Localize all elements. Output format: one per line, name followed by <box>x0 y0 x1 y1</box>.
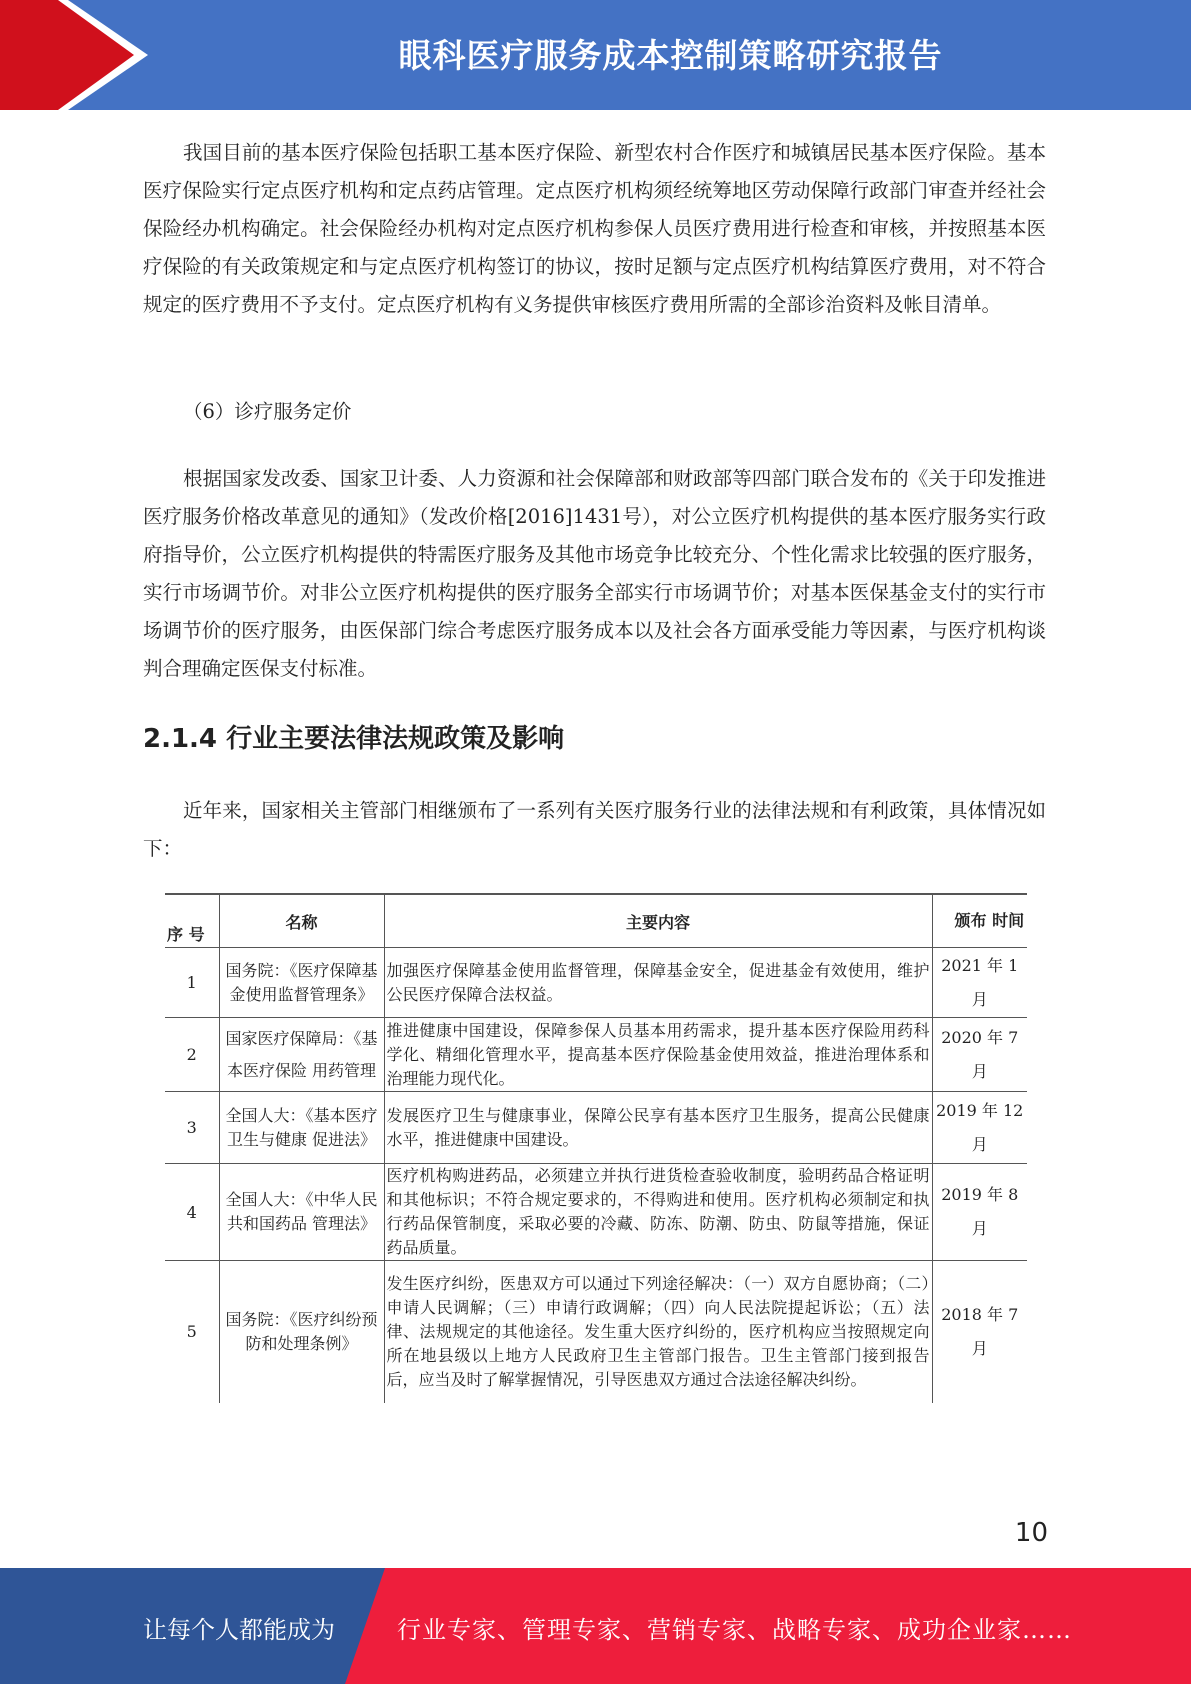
row-name: 国务院：《医疗保障基金使用监督管理条》 <box>219 948 384 1018</box>
table-header-row <box>165 894 1027 948</box>
header-date: 颁布 时间 <box>932 894 1027 948</box>
paragraph-intro: 近年来，国家相关主管部门相继颁布了一系列有关医疗服务行业的法律法规和有利政策，具体情况如下： <box>143 799 1046 860</box>
row-date: 2021 年 1 月 <box>932 948 1027 1018</box>
row-content: 发生医疗纠纷，医患双方可以通过下列途径解决：（一）双方自愿协商；（二）申请人民调解；（三）申请行政调解；（四）向人民法院提起诉讼；（五）法律、法规规定的其他途径。发生重大医疗纠纷的，医疗机构应当按照规定向所在地县级以上地方人民政府卫生主管部门报告。卫生主管部门接到报告后，应当及时了解掌握情况，引导医患双方通过合法途径解决纠纷。 <box>384 1261 932 1403</box>
row-name: 国务院：《医疗纠纷预防和处理条例》 <box>219 1261 384 1403</box>
footer-slogan-left: 让每个人都能成为 <box>143 1616 335 1644</box>
row-name-cell <box>219 1018 384 1092</box>
table-row <box>165 1261 1027 1403</box>
row-name: 全国人大：《基本医疗卫生与健康 促进法》 <box>219 1092 384 1164</box>
page-header <box>0 0 1191 110</box>
header-num: 序 号 <box>165 894 219 948</box>
table-row <box>165 1018 1027 1092</box>
table-row <box>165 1092 1027 1164</box>
row-content: 发展医疗卫生与健康事业，保障公民享有基本医疗卫生服务，提高公民健康水平，推进健康中国建设。 <box>384 1092 932 1164</box>
row-content: 加强医疗保障基金使用监督管理，保障基金安全，促进基金有效使用，维护公民医疗保障合法权益。 <box>384 948 932 1018</box>
row-name: 国家医疗保障局：《基本医疗保险 用药管理 <box>225 1028 378 1080</box>
row-num: 3 <box>165 1092 219 1164</box>
regulations-table <box>165 893 1027 1403</box>
row-content: 推进健康中国建设，保障参保人员基本用药需求，提升基本医疗保险用药科学化、精细化管理水平，提高基本医疗保险基金使用效益，推进治理体系和治理能力现代化。 <box>384 1018 932 1092</box>
row-date: 2019 年 8 月 <box>932 1164 1027 1261</box>
table-row <box>165 948 1027 1018</box>
header-content: 主要内容 <box>384 894 932 948</box>
row-date: 2020 年 7 月 <box>932 1018 1027 1092</box>
subheading-pricing: （6）诊疗服务定价 <box>183 400 352 423</box>
page-footer <box>0 1568 1191 1684</box>
table-row <box>165 1164 1027 1261</box>
row-date: 2019 年 12 月 <box>932 1092 1027 1164</box>
row-num: 1 <box>165 948 219 1018</box>
row-num: 4 <box>165 1164 219 1261</box>
paragraph-insurance: 我国目前的基本医疗保险包括职工基本医疗保险、新型农村合作医疗和城镇居民基本医疗保险。基本医疗保险实行定点医疗机构和定点药店管理。定点医疗机构须经统筹地区劳动保障行政部门审查并经社会保险经办机构确定。社会保险经办机构对定点医疗机构参保人员医疗费用进行检查和审核，并按照基本医疗保险的有关政策规定和与定点医疗机构签订的协议，按时足额与定点医疗机构结算医疗费用，对不符合规定的医疗费用不予支付。定点医疗机构有义务提供审核医疗费用所需的全部诊治资料及帐目清单。 <box>143 141 1046 316</box>
section-heading: 2.1.4 行业主要法律法规政策及影响 <box>143 724 565 754</box>
row-num: 5 <box>165 1261 219 1403</box>
row-num: 2 <box>165 1018 219 1092</box>
page-number: 10 <box>1014 1518 1048 1548</box>
row-content: 医疗机构购进药品，必须建立并执行进货检查验收制度，验明药品合格证明和其他标识；不符合规定要求的，不得购进和使用。医疗机构必须制定和执行药品保管制度，采取必要的冷藏、防冻、防潮、防虫、防鼠等措施，保证药品质量。 <box>384 1164 932 1261</box>
row-date: 2018 年 7 月 <box>932 1261 1027 1403</box>
paragraph-pricing: 根据国家发改委、国家卫计委、人力资源和社会保障部和财政部等四部门联合发布的《关于印发推进医疗服务价格改革意见的通知》（发改价格[2016]1431号），对公立医疗机构提供的基本医疗服务实行政府指导价，公立医疗机构提供的特需医疗服务及其他市场竞争比较充分、个性化需求比较强的医疗服务，实行市场调节价。对非公立医疗机构提供的医疗服务全部实行市场调节价；对基本医保基金支付的实行市场调节价的医疗服务，由医保部门综合考虑医疗服务成本以及社会各方面承受能力等因素，与医疗机构谈判合理确定医保支付标准。 <box>143 467 1046 680</box>
report-title: 眼科医疗服务成本控制策略研究报告 <box>398 36 943 75</box>
row-name: 全国人大：《中华人民共和国药品 管理法》 <box>219 1164 384 1261</box>
footer-slogan-right: 行业专家、管理专家、营销专家、战略专家、成功企业家…… <box>397 1616 1072 1644</box>
header-name: 名称 <box>219 894 384 948</box>
